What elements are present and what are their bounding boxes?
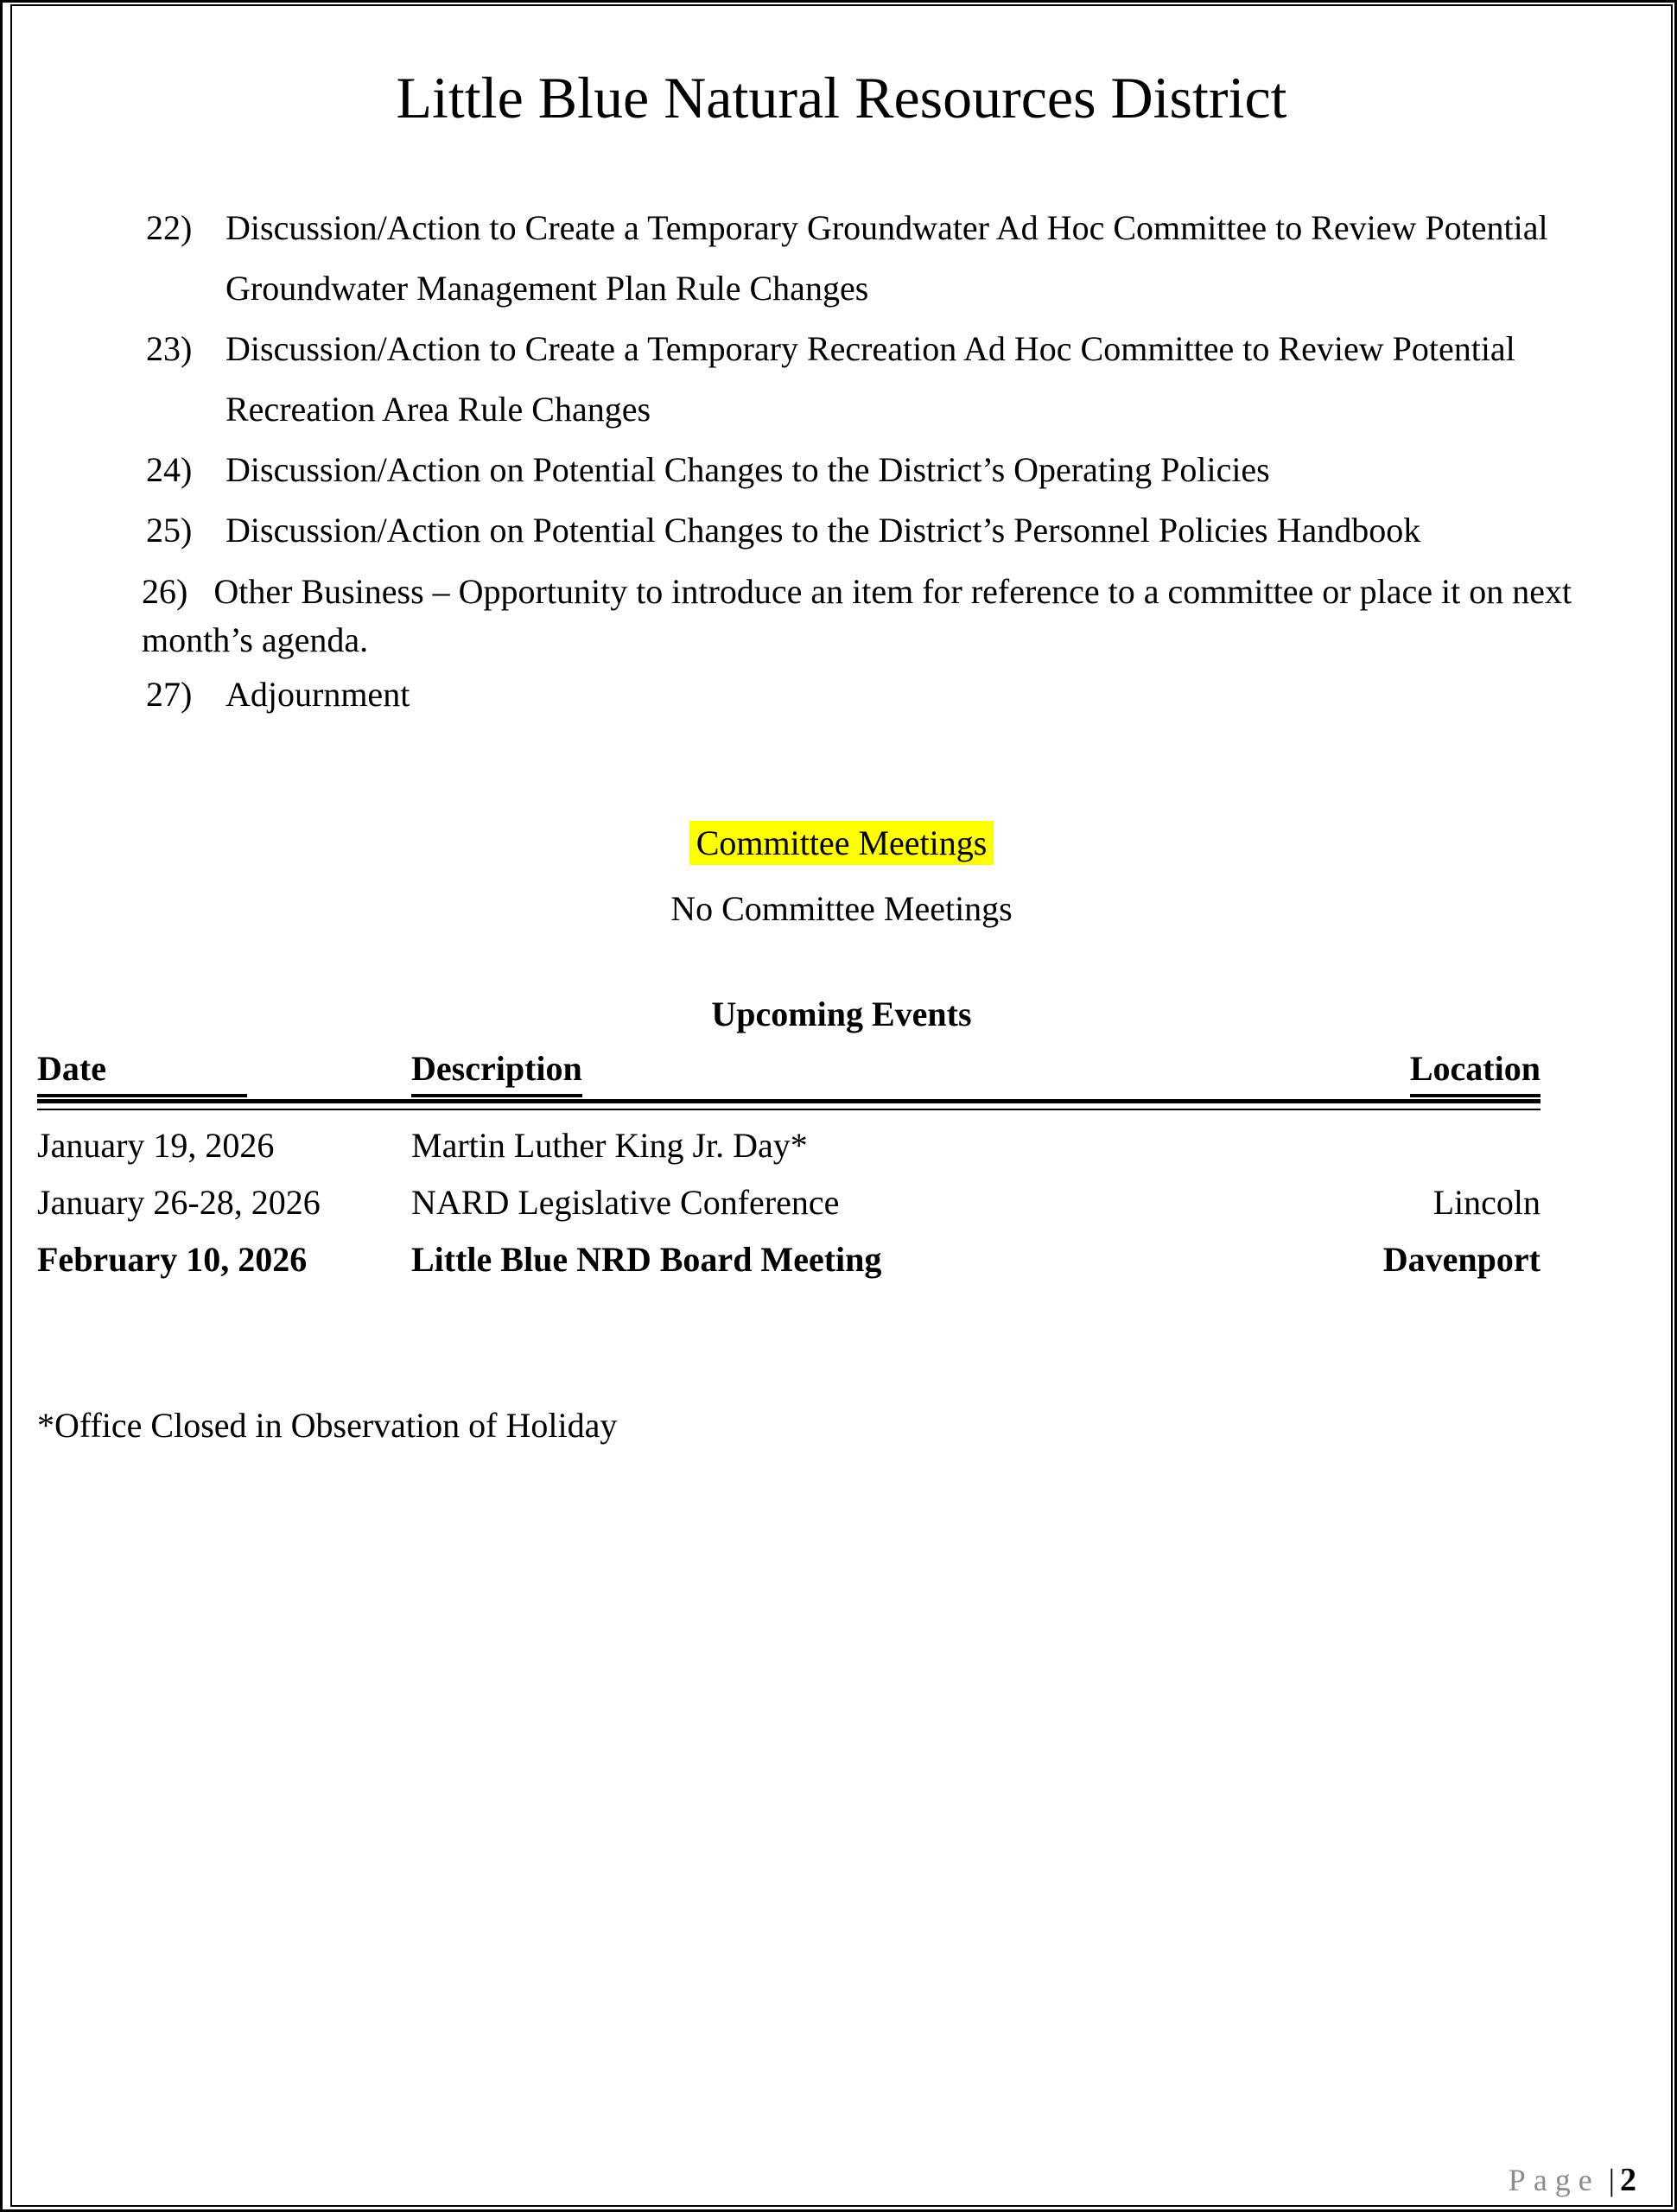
agenda-item-number: 27) bbox=[146, 675, 193, 714]
agenda-line: 26) Other Business – Opportunity to introduce an item for reference to a committee or place it on next bbox=[142, 572, 1572, 611]
column-header-date: Date bbox=[37, 1045, 411, 1097]
agenda-line: Discussion/Action to Create a Temporary Recreation Ad Hoc Committee to Review Potential bbox=[226, 329, 1515, 368]
column-header-location: Location bbox=[1410, 1045, 1540, 1097]
events-rows bbox=[37, 1117, 1540, 1288]
agenda-line: Discussion/Action on Potential Changes to the District’s Operating Policies bbox=[226, 450, 1270, 489]
event-description: Little Blue NRD Board Meeting bbox=[411, 1240, 882, 1279]
upcoming-events-table bbox=[37, 1045, 1540, 1288]
event-description: NARD Legislative Conference bbox=[411, 1183, 840, 1222]
upcoming-events-heading: Upcoming Events bbox=[711, 995, 972, 1033]
column-header-description: Description bbox=[411, 1045, 1410, 1097]
agenda-item-25 bbox=[14, 500, 1669, 561]
committee-meetings-status: No Committee Meetings bbox=[670, 889, 1013, 928]
event-date: January 26-28, 2026 bbox=[37, 1183, 321, 1222]
event-location: Davenport bbox=[1382, 1240, 1540, 1279]
agenda-item-number: 22) bbox=[146, 208, 193, 247]
footer-separator: | bbox=[1608, 2163, 1615, 2197]
agenda-list bbox=[14, 198, 1669, 725]
committee-meetings-heading: Committee Meetings bbox=[689, 821, 994, 865]
page-footer bbox=[1509, 2161, 1636, 2199]
header-rule bbox=[37, 1099, 1540, 1110]
event-row bbox=[37, 1174, 1540, 1231]
event-description: Martin Luther King Jr. Day* bbox=[411, 1126, 808, 1165]
agenda-item-number: 23) bbox=[146, 329, 193, 368]
agenda-line: Groundwater Management Plan Rule Changes bbox=[226, 269, 869, 308]
document-title: Little Blue Natural Resources District bbox=[396, 65, 1287, 130]
page-content bbox=[14, 8, 1669, 2203]
agenda-item-26 bbox=[142, 568, 1669, 664]
agenda-item-22 bbox=[14, 198, 1669, 319]
committee-meetings-section bbox=[14, 813, 1669, 874]
agenda-line: Discussion/Action on Potential Changes to the District’s Personnel Policies Handbook bbox=[226, 511, 1421, 550]
agenda-line: Adjournment bbox=[226, 675, 410, 714]
agenda-item-number: 25) bbox=[146, 511, 193, 550]
event-date: January 19, 2026 bbox=[37, 1126, 275, 1165]
event-row bbox=[37, 1117, 1540, 1174]
footer-page-label: Page bbox=[1508, 2163, 1600, 2197]
event-date: February 10, 2026 bbox=[37, 1240, 308, 1279]
agenda-item-23 bbox=[14, 319, 1669, 440]
events-header-row bbox=[37, 1045, 1540, 1097]
agenda-line: Recreation Area Rule Changes bbox=[226, 390, 651, 429]
agenda-item-27 bbox=[14, 664, 1669, 725]
agenda-line: month’s agenda. bbox=[142, 620, 369, 659]
footer-page-number: 2 bbox=[1620, 2162, 1636, 2198]
event-row bbox=[37, 1231, 1540, 1288]
agenda-line: Discussion/Action to Create a Temporary Groundwater Ad Hoc Committee to Review Potential bbox=[226, 208, 1548, 247]
agenda-item-24 bbox=[14, 440, 1669, 500]
agenda-item-number: 24) bbox=[146, 450, 193, 489]
event-location: Lincoln bbox=[1432, 1183, 1540, 1222]
holiday-footnote: *Office Closed in Observation of Holiday bbox=[37, 1406, 618, 1445]
